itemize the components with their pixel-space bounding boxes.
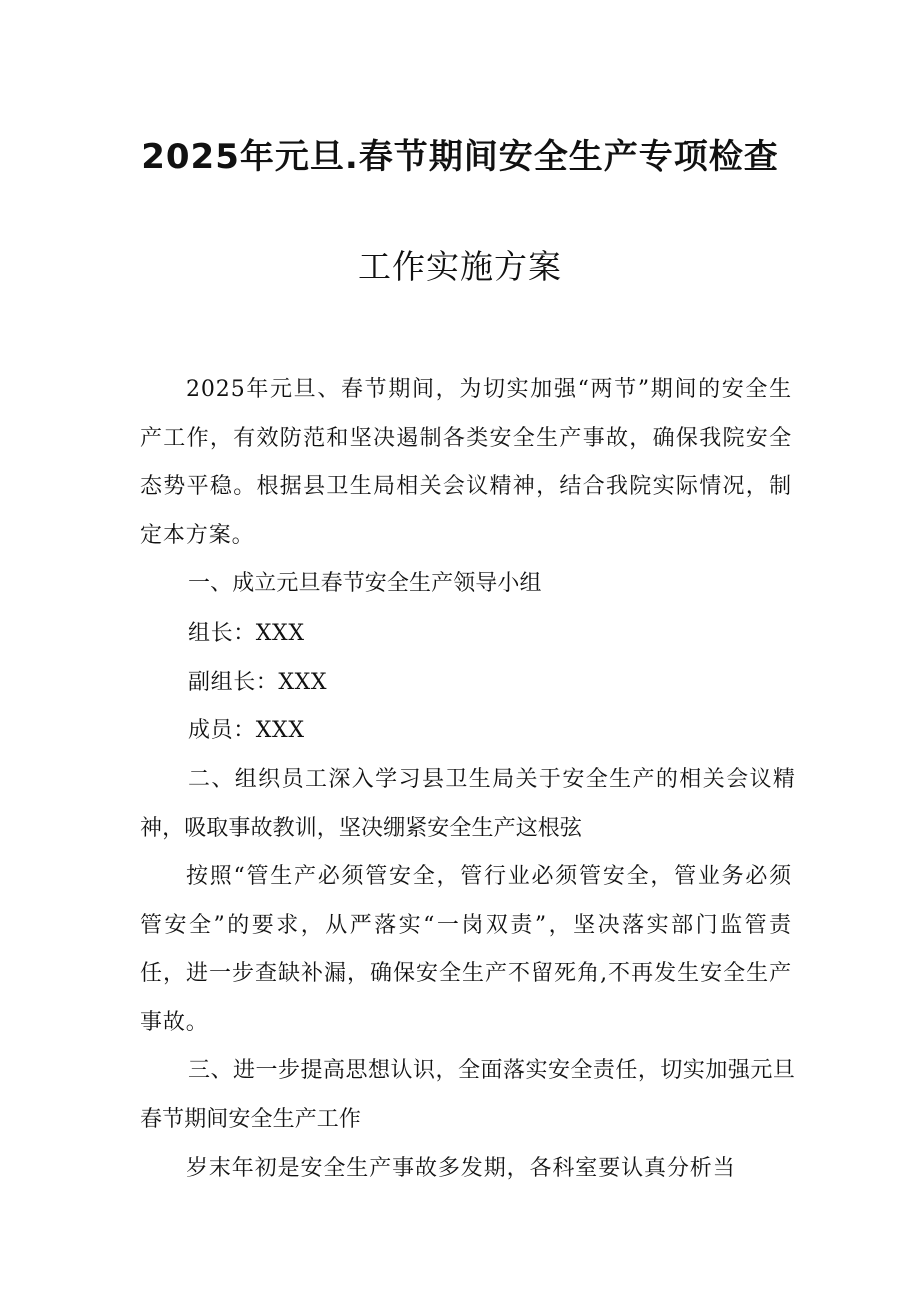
section-2-paragraph: 按照“管生产必须管安全，管行业必须管安全，管业务必须管安全”的要求，从严落实“一岗双责”，坚决落实部门监管责任，进一步查缺补漏，确保安全生产不留死角,不再发生安全生产事故。 [140,864,792,1035]
group-members-line: 成员：XXX [188,718,305,743]
group-leader-line: 组长：XXX [188,621,305,646]
section-1-heading: 一、成立元旦春节安全生产领导小组 [188,571,542,596]
section-3-paragraph: 岁末年初是安全生产事故多发期，各科室要认真分析当 [186,1156,736,1181]
document-title-line-2: 工作实施方案 [358,247,562,286]
document-title-line-1: 2025年元旦.春节期间安全生产专项检查 [141,137,779,177]
section-3-heading: 三、进一步提高思想认识，全面落实安全责任，切实加强元旦春节期间安全生产工作 [140,1058,795,1132]
section-2-heading: 二、组织员工深入学习县卫生局关于安全生产的相关会议精神，吸取事故教训，坚决绷紧安全生产这根弦 [140,767,795,841]
group-deputy-leader-line: 副组长：XXX [188,670,328,695]
intro-paragraph: 2025年元旦、春节期间，为切实加强“两节”期间的安全生产工作，有效防范和坚决遏制各类安全生产事故，确保我院安全态势平稳。根据县卫生局相关会议精神，结合我院实际情况，制定本方案。 [140,377,792,548]
